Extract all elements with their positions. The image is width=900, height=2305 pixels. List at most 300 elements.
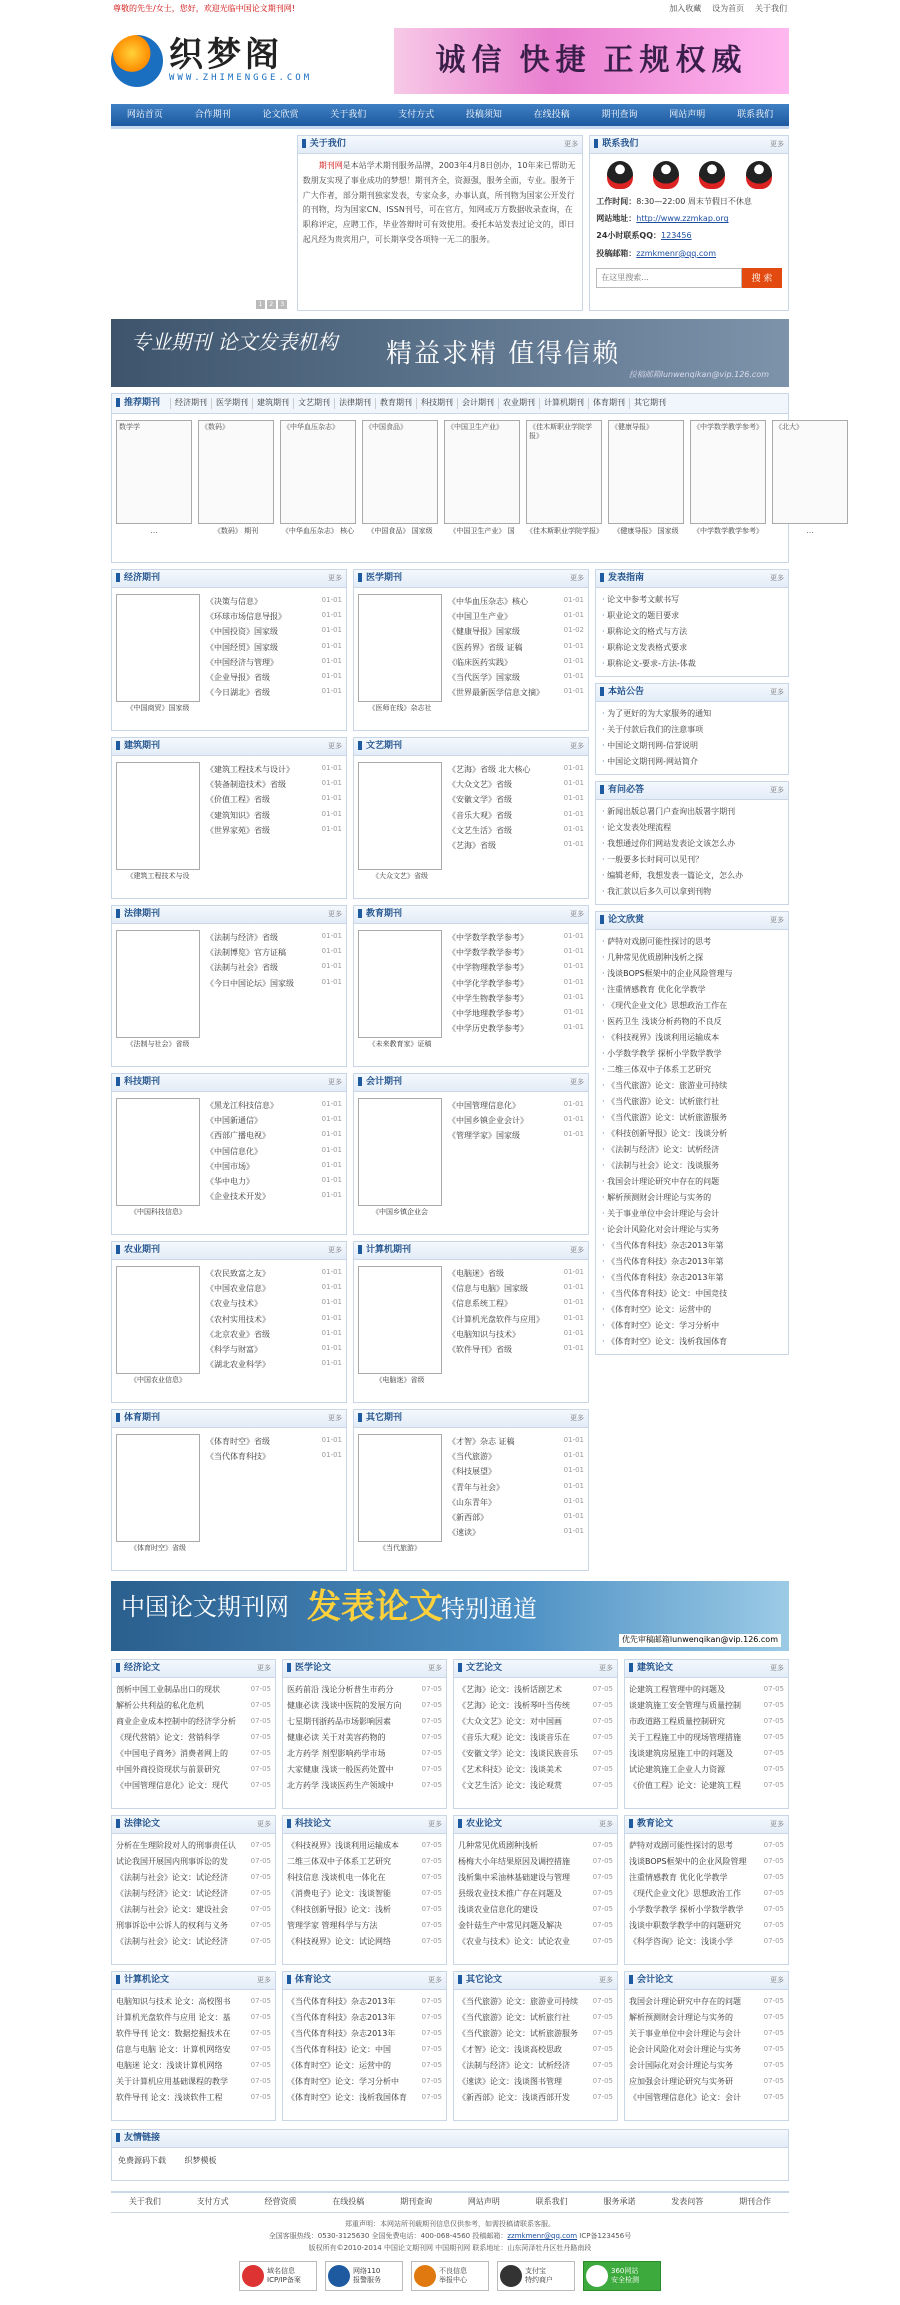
footer-nav-item[interactable]: 关于我们 <box>128 2197 161 2207</box>
paper-list-item[interactable] <box>287 1778 442 1794</box>
journal-list-item[interactable] <box>206 609 342 624</box>
paper-list-item[interactable] <box>116 1778 271 1794</box>
journal-list-item[interactable] <box>448 1342 584 1357</box>
side-list-item[interactable]: · 《科技视界》浅谈利用运输成本 <box>602 1030 782 1046</box>
paper-list-item[interactable] <box>116 1762 271 1778</box>
journal-list-item[interactable] <box>448 1480 584 1495</box>
side-more-link[interactable]: 更多 <box>770 687 784 696</box>
category-more-link[interactable]: 更多 <box>328 1077 342 1086</box>
side-list-item[interactable]: · 《法制与社会》论文：浅谈服务 <box>602 1158 782 1174</box>
friend-link[interactable]: 织梦模板 <box>184 2156 217 2165</box>
journal-list-item[interactable] <box>206 792 342 807</box>
special-channel-banner[interactable] <box>111 1581 789 1651</box>
paper-list-item[interactable] <box>629 2058 784 2074</box>
journal-list-item[interactable] <box>448 640 584 655</box>
journal-list-item[interactable] <box>206 1266 342 1281</box>
footer-nav-item[interactable]: 联系我们 <box>535 2197 568 2207</box>
paper-list-item[interactable] <box>629 1994 784 2010</box>
paper-list-item[interactable] <box>629 1870 784 1886</box>
paper-list-item[interactable] <box>116 1714 271 1730</box>
contact-more-link[interactable]: 更多 <box>770 139 784 148</box>
slider-page-button[interactable]: 1 <box>256 300 265 309</box>
side-list-item[interactable]: · 我想通过你们网站发表论文该怎么办 <box>602 836 782 852</box>
journal-list-item[interactable] <box>448 777 584 792</box>
middle-banner[interactable] <box>111 319 789 387</box>
recommended-tab[interactable]: 经济期刊 <box>170 398 211 409</box>
side-list-item[interactable]: · 医药卫生 浅谈分析药物的不良反 <box>602 1014 782 1030</box>
paper-list-item[interactable] <box>287 1730 442 1746</box>
recommended-item[interactable] <box>772 420 848 536</box>
journal-list-item[interactable] <box>206 624 342 639</box>
journal-list-item[interactable] <box>448 808 584 823</box>
paper-list-item[interactable] <box>116 1682 271 1698</box>
journal-list-item[interactable] <box>448 1525 584 1540</box>
paper-list-item[interactable] <box>287 1714 442 1730</box>
recommended-item[interactable] <box>608 420 684 536</box>
paper-list-item[interactable] <box>116 1902 271 1918</box>
journal-list-item[interactable] <box>448 1434 584 1449</box>
recommended-tab[interactable]: 体育期刊 <box>588 398 629 409</box>
nav-item[interactable]: 论文欣赏 <box>262 109 299 120</box>
journal-cover-image[interactable]: 《数码》 <box>198 420 274 524</box>
paper-list-item[interactable] <box>287 1886 442 1902</box>
paper-list-item[interactable] <box>629 1730 784 1746</box>
side-list-item[interactable]: · 《体育时空》论文：浅析我国体育 <box>602 1334 782 1350</box>
journal-list-item[interactable] <box>206 945 342 960</box>
paper-list-item[interactable] <box>287 1854 442 1870</box>
journal-cover-image[interactable]: 《佳木斯职业学院学报》 <box>526 420 602 524</box>
paper-more-link[interactable]: 更多 <box>428 1975 442 1984</box>
journal-list-item[interactable] <box>206 1098 342 1113</box>
paper-list-item[interactable] <box>116 1994 271 2010</box>
journal-list-item[interactable] <box>206 960 342 975</box>
journal-list-item[interactable] <box>448 838 584 853</box>
journal-list-item[interactable] <box>206 1159 342 1174</box>
journal-list-item[interactable] <box>206 762 342 777</box>
footer-nav-item[interactable]: 网站声明 <box>467 2197 500 2207</box>
nav-item[interactable]: 在线投稿 <box>533 109 570 120</box>
paper-list-item[interactable] <box>458 1854 613 1870</box>
side-list-item[interactable]: · 论文中参考文献书写 <box>602 592 782 608</box>
paper-list-item[interactable] <box>458 1762 613 1778</box>
paper-list-item[interactable] <box>116 1854 271 1870</box>
paper-list-item[interactable] <box>116 2010 271 2026</box>
paper-list-item[interactable] <box>287 2074 442 2090</box>
journal-list-item[interactable] <box>448 670 584 685</box>
slider-page-button[interactable]: 3 <box>278 300 287 309</box>
journal-list-item[interactable] <box>206 1281 342 1296</box>
journal-cover-image[interactable]: 数学学 <box>116 420 192 524</box>
category-more-link[interactable]: 更多 <box>328 741 342 750</box>
journal-list-item[interactable] <box>206 594 342 609</box>
journal-list-item[interactable] <box>206 1434 342 1449</box>
side-list-item[interactable]: · 《当代旅游》论文：旅游业可持续 <box>602 1078 782 1094</box>
paper-list-item[interactable] <box>458 1902 613 1918</box>
side-list-item[interactable]: · 《体育时空》论文：运营中的 <box>602 1302 782 1318</box>
paper-list-item[interactable] <box>629 1778 784 1794</box>
category-more-link[interactable]: 更多 <box>328 573 342 582</box>
qq-penguin-icon[interactable] <box>746 161 772 189</box>
paper-list-item[interactable] <box>629 1854 784 1870</box>
side-list-item[interactable]: · 解析预测财会计理论与实务的 <box>602 1190 782 1206</box>
paper-list-item[interactable] <box>629 1918 784 1934</box>
paper-list-item[interactable] <box>629 1682 784 1698</box>
footer-badge[interactable] <box>411 2261 489 2291</box>
paper-list-item[interactable] <box>287 1838 442 1854</box>
journal-list-item[interactable] <box>448 976 584 991</box>
side-list-item[interactable]: · 萨特对戏剧可能性探讨的思考 <box>602 934 782 950</box>
journal-list-item[interactable] <box>448 762 584 777</box>
side-list-item[interactable]: · 一般要多长时间可以见刊？ <box>602 852 782 868</box>
paper-list-item[interactable] <box>629 1838 784 1854</box>
paper-list-item[interactable] <box>458 2026 613 2042</box>
paper-list-item[interactable] <box>287 1870 442 1886</box>
journal-list-item[interactable] <box>448 1312 584 1327</box>
journal-cover-image[interactable]: 《中国卫生产业》 <box>444 420 520 524</box>
paper-list-item[interactable] <box>287 1698 442 1714</box>
nav-item[interactable]: 支付方式 <box>398 109 435 120</box>
journal-list-item[interactable] <box>206 808 342 823</box>
nav-item[interactable]: 合作期刊 <box>194 109 231 120</box>
journal-list-item[interactable] <box>448 1296 584 1311</box>
recommended-tab[interactable]: 法律期刊 <box>334 398 375 409</box>
journal-list-item[interactable] <box>448 960 584 975</box>
side-list-item[interactable]: · 论文发表处理流程 <box>602 820 782 836</box>
side-list-item[interactable]: · 《当代体育科技》杂志2013年第 <box>602 1270 782 1286</box>
recommended-item[interactable] <box>690 420 766 536</box>
journal-cover-image[interactable] <box>358 762 442 870</box>
recommended-item[interactable] <box>198 420 274 536</box>
recommended-tab[interactable]: 计算机期刊 <box>539 398 588 409</box>
journal-list-item[interactable] <box>206 1189 342 1204</box>
journal-cover-image[interactable]: 《中华血压杂志》 <box>280 420 356 524</box>
paper-list-item[interactable] <box>116 1730 271 1746</box>
recommended-tab[interactable]: 其它期刊 <box>629 398 670 409</box>
journal-list-item[interactable] <box>206 685 342 700</box>
category-more-link[interactable]: 更多 <box>328 909 342 918</box>
paper-list-item[interactable] <box>287 1902 442 1918</box>
paper-list-item[interactable] <box>116 2042 271 2058</box>
category-more-link[interactable]: 更多 <box>570 573 584 582</box>
journal-list-item[interactable] <box>448 1510 584 1525</box>
journal-cover-image[interactable]: 《中学数学教学参考》 <box>690 420 766 524</box>
journal-cover-image[interactable] <box>116 930 200 1038</box>
paper-more-link[interactable]: 更多 <box>257 1663 271 1672</box>
nav-item[interactable]: 关于我们 <box>330 109 367 120</box>
paper-list-item[interactable] <box>458 1886 613 1902</box>
paper-list-item[interactable] <box>629 2026 784 2042</box>
paper-list-item[interactable] <box>116 2058 271 2074</box>
paper-list-item[interactable] <box>629 1698 784 1714</box>
journal-list-item[interactable] <box>206 655 342 670</box>
journal-cover-image[interactable]: 《中国食品》 <box>362 420 438 524</box>
recommended-tab[interactable]: 医学期刊 <box>211 398 252 409</box>
side-list-item[interactable]: · 中国论文期刊网-信誉说明 <box>602 738 782 754</box>
journal-cover-image[interactable] <box>358 1098 442 1206</box>
journal-list-item[interactable] <box>206 976 342 991</box>
side-more-link[interactable]: 更多 <box>770 915 784 924</box>
paper-list-item[interactable] <box>458 2058 613 2074</box>
journal-list-item[interactable] <box>448 1281 584 1296</box>
paper-list-item[interactable] <box>458 1934 613 1950</box>
side-list-item[interactable]: · 浅谈BOPS框架中的企业风险管理与 <box>602 966 782 982</box>
journal-list-item[interactable] <box>206 1449 342 1464</box>
about-us-link[interactable]: 关于我们 <box>755 3 787 13</box>
side-list-item[interactable]: · 《科技创新导报》论文：浅谈分析 <box>602 1126 782 1142</box>
recommended-tab[interactable]: 教育期刊 <box>375 398 416 409</box>
side-list-item[interactable]: · 职称论文的格式与方法 <box>602 624 782 640</box>
nav-item[interactable]: 期刊查询 <box>601 109 638 120</box>
journal-list-item[interactable] <box>448 685 584 700</box>
paper-list-item[interactable] <box>287 2026 442 2042</box>
side-more-link[interactable]: 更多 <box>770 785 784 794</box>
category-more-link[interactable]: 更多 <box>570 1413 584 1422</box>
journal-list-item[interactable] <box>206 823 342 838</box>
journal-cover-image[interactable]: 《北大》 <box>772 420 848 524</box>
nav-item[interactable]: 网站首页 <box>126 109 163 120</box>
paper-list-item[interactable] <box>287 1682 442 1698</box>
journal-cover-image[interactable] <box>358 930 442 1038</box>
header-banner[interactable] <box>394 28 789 94</box>
image-slider[interactable] <box>111 135 291 311</box>
journal-list-item[interactable] <box>448 823 584 838</box>
add-favorite-link[interactable]: 加入收藏 <box>669 3 702 13</box>
paper-list-item[interactable] <box>458 1918 613 1934</box>
side-list-item[interactable]: · 职称论文发表格式要求 <box>602 640 782 656</box>
side-list-item[interactable]: · 《现代企业文化》思想政治工作在 <box>602 998 782 1014</box>
paper-more-link[interactable]: 更多 <box>599 1663 613 1672</box>
paper-more-link[interactable]: 更多 <box>428 1663 442 1672</box>
paper-more-link[interactable]: 更多 <box>257 1819 271 1828</box>
paper-list-item[interactable] <box>458 1746 613 1762</box>
side-list-item[interactable]: · 注重情感教育 优化化学教学 <box>602 982 782 998</box>
search-input[interactable] <box>596 268 742 288</box>
paper-list-item[interactable] <box>116 1886 271 1902</box>
nav-item[interactable]: 投稿须知 <box>465 109 502 120</box>
footer-badge[interactable] <box>325 2261 403 2291</box>
journal-list-item[interactable] <box>448 1006 584 1021</box>
journal-list-item[interactable] <box>206 1357 342 1372</box>
paper-list-item[interactable] <box>458 1730 613 1746</box>
side-list-item[interactable]: · 《当代体育科技》论文：中国竞技 <box>602 1286 782 1302</box>
journal-list-item[interactable] <box>448 1449 584 1464</box>
paper-list-item[interactable] <box>458 1698 613 1714</box>
paper-list-item[interactable] <box>629 1902 784 1918</box>
set-homepage-link[interactable]: 设为首页 <box>712 3 745 13</box>
footer-badge[interactable] <box>239 2261 317 2291</box>
journal-list-item[interactable] <box>448 609 584 624</box>
side-list-item[interactable]: · 关于事业单位中会计理论与会计 <box>602 1206 782 1222</box>
qq-penguin-icon[interactable] <box>699 161 725 189</box>
side-list-item[interactable]: · 中国论文期刊网-网站简介 <box>602 754 782 770</box>
side-list-item[interactable]: · 关于付款后我们的注意事项 <box>602 722 782 738</box>
nav-item[interactable]: 网站声明 <box>669 109 706 120</box>
recommended-tab[interactable]: 农业期刊 <box>498 398 539 409</box>
paper-list-item[interactable] <box>116 2090 271 2106</box>
category-more-link[interactable]: 更多 <box>570 1245 584 1254</box>
journal-list-item[interactable] <box>448 1021 584 1036</box>
paper-list-item[interactable] <box>458 2042 613 2058</box>
paper-more-link[interactable]: 更多 <box>599 1975 613 1984</box>
paper-list-item[interactable] <box>116 1746 271 1762</box>
journal-list-item[interactable] <box>206 670 342 685</box>
side-list-item[interactable]: · 职称论文-要求-方法-体裁 <box>602 656 782 672</box>
about-more-link[interactable]: 更多 <box>564 139 579 148</box>
paper-list-item[interactable] <box>458 1714 613 1730</box>
journal-list-item[interactable] <box>206 930 342 945</box>
footer-nav-item[interactable]: 服务承诺 <box>603 2197 636 2207</box>
paper-list-item[interactable] <box>287 1746 442 1762</box>
logo[interactable] <box>111 35 341 87</box>
paper-list-item[interactable] <box>116 1698 271 1714</box>
paper-list-item[interactable] <box>629 2074 784 2090</box>
recommended-tab[interactable]: 会计期刊 <box>457 398 498 409</box>
journal-list-item[interactable] <box>206 1327 342 1342</box>
journal-list-item[interactable] <box>448 1327 584 1342</box>
side-list-item[interactable]: · 职业论文的题目要求 <box>602 608 782 624</box>
paper-more-link[interactable]: 更多 <box>770 1663 784 1672</box>
journal-list-item[interactable] <box>206 1296 342 1311</box>
paper-list-item[interactable] <box>458 1778 613 1794</box>
side-list-item[interactable]: · 《当代旅游》论文：试析旅行社 <box>602 1094 782 1110</box>
paper-list-item[interactable] <box>287 1762 442 1778</box>
side-list-item[interactable]: · 小学数学教学 探析小学数学教学 <box>602 1046 782 1062</box>
paper-more-link[interactable]: 更多 <box>599 1819 613 1828</box>
paper-list-item[interactable] <box>116 1870 271 1886</box>
nav-item[interactable]: 联系我们 <box>737 109 774 120</box>
journal-list-item[interactable] <box>448 594 584 609</box>
side-list-item[interactable]: · 新闻出版总署门户查询出版署字期刊 <box>602 804 782 820</box>
footer-nav-item[interactable]: 期刊查询 <box>400 2197 433 2207</box>
category-more-link[interactable]: 更多 <box>570 741 584 750</box>
paper-list-item[interactable] <box>629 1762 784 1778</box>
recommended-tab[interactable]: 科技期刊 <box>416 398 457 409</box>
side-list-item[interactable]: · 论会计风险化对会计理论与实务 <box>602 1222 782 1238</box>
journal-list-item[interactable] <box>448 624 584 639</box>
journal-list-item[interactable] <box>206 1144 342 1159</box>
paper-more-link[interactable]: 更多 <box>257 1975 271 1984</box>
category-more-link[interactable]: 更多 <box>570 1077 584 1086</box>
footer-nav-item[interactable]: 发表问答 <box>671 2197 704 2207</box>
side-list-item[interactable]: · 编辑老师，我想发表一篇论文，怎么办 <box>602 868 782 884</box>
paper-list-item[interactable] <box>287 2090 442 2106</box>
paper-list-item[interactable] <box>287 1918 442 1934</box>
recommended-item[interactable] <box>362 420 438 536</box>
journal-list-item[interactable] <box>206 777 342 792</box>
journal-list-item[interactable] <box>448 991 584 1006</box>
paper-list-item[interactable] <box>629 2010 784 2026</box>
side-list-item[interactable]: · 我国会计理论研究中存在的问题 <box>602 1174 782 1190</box>
recommended-tab[interactable]: 文艺期刊 <box>293 398 334 409</box>
journal-list-item[interactable] <box>206 1128 342 1143</box>
journal-list-item[interactable] <box>448 1128 584 1143</box>
paper-list-item[interactable] <box>629 2042 784 2058</box>
recommended-item[interactable] <box>526 420 602 536</box>
side-list-item[interactable]: · 《当代体育科技》杂志2013年第 <box>602 1238 782 1254</box>
paper-list-item[interactable] <box>629 2090 784 2106</box>
side-list-item[interactable]: · 《当代旅游》论文：试析旅游服务 <box>602 1110 782 1126</box>
journal-cover-image[interactable] <box>116 1266 200 1374</box>
side-list-item[interactable]: · 几种常见优质剧种浅析之探 <box>602 950 782 966</box>
paper-list-item[interactable] <box>287 2058 442 2074</box>
paper-list-item[interactable] <box>458 1838 613 1854</box>
paper-list-item[interactable] <box>287 2042 442 2058</box>
paper-list-item[interactable] <box>287 1934 442 1950</box>
side-list-item[interactable]: · 《体育时空》论文：学习分析中 <box>602 1318 782 1334</box>
journal-list-item[interactable] <box>448 1098 584 1113</box>
paper-list-item[interactable] <box>116 1934 271 1950</box>
paper-list-item[interactable] <box>458 1994 613 2010</box>
journal-list-item[interactable] <box>206 1342 342 1357</box>
side-list-item[interactable]: · 《当代体育科技》杂志2013年第 <box>602 1254 782 1270</box>
paper-list-item[interactable] <box>116 1838 271 1854</box>
paper-list-item[interactable] <box>458 2074 613 2090</box>
side-more-link[interactable]: 更多 <box>770 573 784 582</box>
journal-cover-image[interactable] <box>116 1098 200 1206</box>
footer-nav-item[interactable]: 支付方式 <box>196 2197 229 2207</box>
paper-list-item[interactable] <box>458 2010 613 2026</box>
friend-link[interactable]: 免费源码下载 <box>118 2156 166 2165</box>
paper-list-item[interactable] <box>629 1934 784 1950</box>
journal-list-item[interactable] <box>448 1464 584 1479</box>
paper-list-item[interactable] <box>629 1746 784 1762</box>
paper-list-item[interactable] <box>629 1714 784 1730</box>
paper-list-item[interactable] <box>458 1682 613 1698</box>
paper-more-link[interactable]: 更多 <box>770 1819 784 1828</box>
side-list-item[interactable]: · 为了更好的为大家服务的通知 <box>602 706 782 722</box>
paper-list-item[interactable] <box>458 2090 613 2106</box>
search-button[interactable]: 搜 索 <box>742 268 782 288</box>
paper-list-item[interactable] <box>116 1918 271 1934</box>
paper-list-item[interactable] <box>287 1994 442 2010</box>
side-list-item[interactable]: · 《法制与经济》论文：试析经济 <box>602 1142 782 1158</box>
paper-more-link[interactable]: 更多 <box>428 1819 442 1828</box>
qq-penguin-icon[interactable] <box>607 161 633 189</box>
recommended-item[interactable] <box>444 420 520 536</box>
footer-nav-item[interactable]: 在线投稿 <box>332 2197 365 2207</box>
journal-list-item[interactable] <box>448 1495 584 1510</box>
paper-list-item[interactable] <box>116 2074 271 2090</box>
paper-list-item[interactable] <box>116 2026 271 2042</box>
journal-cover-image[interactable] <box>116 594 200 702</box>
paper-list-item[interactable] <box>287 2010 442 2026</box>
category-more-link[interactable]: 更多 <box>570 909 584 918</box>
recommended-item[interactable] <box>116 420 192 536</box>
footer-badge[interactable] <box>583 2261 661 2291</box>
paper-more-link[interactable]: 更多 <box>770 1975 784 1984</box>
qq-penguin-icon[interactable] <box>653 161 679 189</box>
footer-badge[interactable] <box>497 2261 575 2291</box>
side-list-item[interactable]: · 二维三体双中子体系工艺研究 <box>602 1062 782 1078</box>
side-list-item[interactable]: · 我汇款以后多久可以拿到刊物 <box>602 884 782 900</box>
journal-cover-image[interactable] <box>116 762 200 870</box>
journal-cover-image[interactable] <box>116 1434 200 1542</box>
journal-list-item[interactable] <box>448 945 584 960</box>
category-more-link[interactable]: 更多 <box>328 1413 342 1422</box>
journal-list-item[interactable] <box>206 1174 342 1189</box>
journal-list-item[interactable] <box>448 1113 584 1128</box>
recommended-tab[interactable]: 建筑期刊 <box>252 398 293 409</box>
recommended-item[interactable] <box>280 420 356 536</box>
footer-nav-item[interactable]: 经营资质 <box>264 2197 297 2207</box>
slider-page-button[interactable]: 2 <box>267 300 276 309</box>
journal-list-item[interactable] <box>448 792 584 807</box>
journal-list-item[interactable] <box>206 1312 342 1327</box>
paper-list-item[interactable] <box>458 1870 613 1886</box>
footer-nav-item[interactable]: 期刊合作 <box>739 2197 772 2207</box>
paper-list-item[interactable] <box>629 1886 784 1902</box>
journal-cover-image[interactable] <box>358 594 442 702</box>
